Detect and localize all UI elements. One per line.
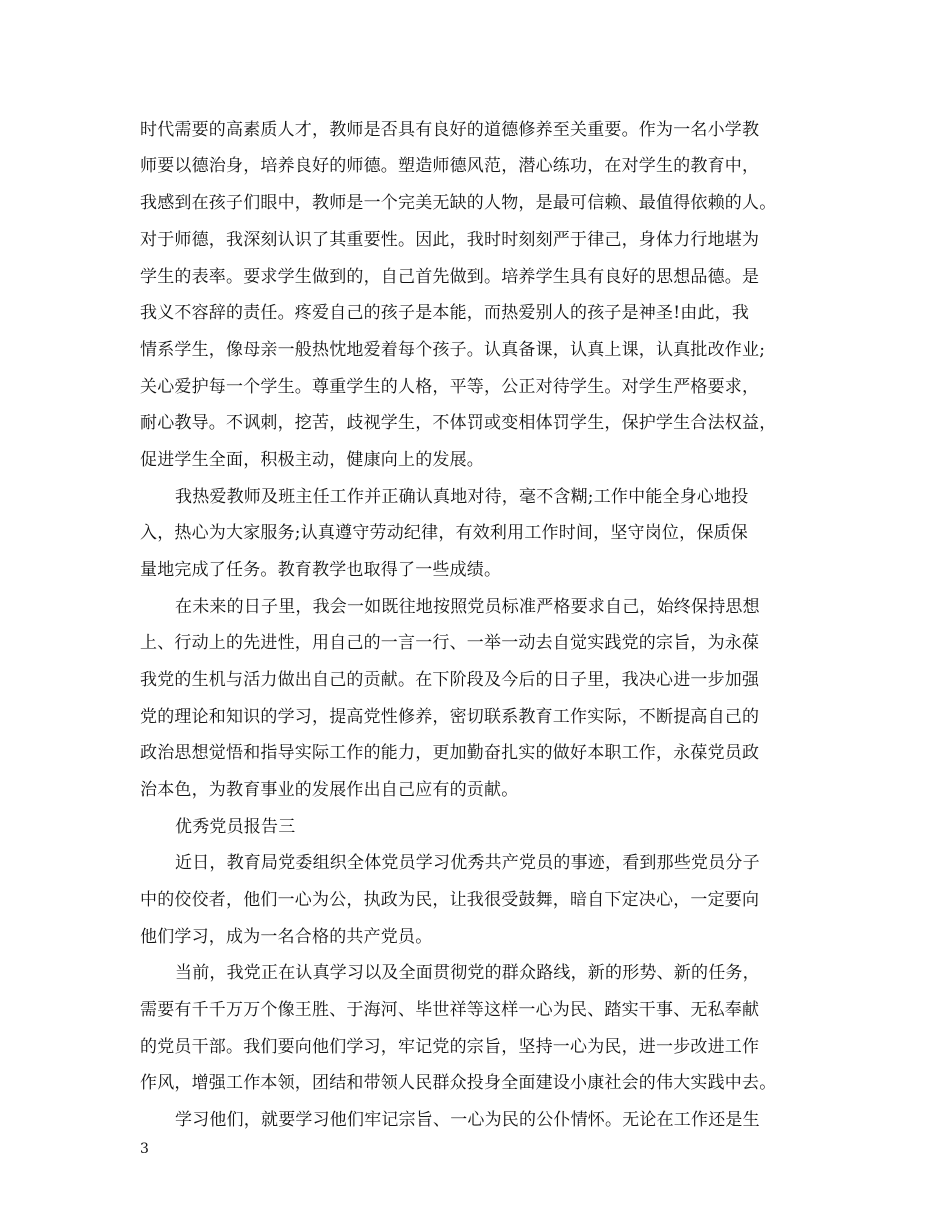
text-line: 中的佼佼者，他们一心为公，执政为民，让我很受鼓舞，暗自下定决心，一定要向 [140, 890, 760, 910]
text-line: 需要有千千万万个像王胜、于海河、毕世祥等这样一心为民、踏实干事、无私奉献 [140, 1000, 760, 1020]
text-line: 我感到在孩子们眼中，教师是一个完美无缺的人物，是最可信赖、最值得依赖的人。 [140, 193, 777, 213]
text-line: 关心爱护每一个学生。尊重学生的人格，平等，公正对待学生。对学生严格要求， [140, 377, 760, 397]
text-line: 学生的表率。要求学生做到的，自己首先做到。培养学生具有良好的思想品德。是 [140, 267, 760, 287]
text-line: 促进学生全面，积极主动，健康向上的发展。 [140, 450, 484, 470]
text-line: 入，热心为大家服务;认真遵守劳动纪律，有效利用工作时间，坚守岗位，保质保 [140, 523, 748, 543]
text-line: 我党的生机与活力做出自己的贡献。在下阶段及今后的日子里，我决心进一步加强 [140, 670, 760, 690]
text-line: 作风，增强工作本领，团结和带领人民群众投身全面建设小康社会的伟大实践中去。 [140, 1073, 777, 1093]
text-line: 政治思想觉悟和指导实际工作的能力，更加勤奋扎实的做好本职工作，永葆党员政 [140, 743, 760, 763]
text-line: 时代需要的高素质人才，教师是否具有良好的道德修养至关重要。作为一名小学教 [140, 120, 760, 140]
page-number: 3 [140, 1141, 149, 1157]
text-line: 耐心教导。不讽刺，挖苦，歧视学生，不体罚或变相体罚学生，保护学生合法权益， [140, 413, 777, 433]
text-line: 在未来的日子里，我会一如既往地按照党员标准严格要求自己，始终保持思想 [175, 597, 760, 617]
text-line: 当前，我党正在认真学习以及全面贯彻党的群众路线，新的形势、新的任务， [175, 963, 760, 983]
text-line: 的党员干部。我们要向他们学习，牢记党的宗旨，坚持一心为民，进一步改进工作 [140, 1037, 760, 1057]
text-line: 对于师德，我深刻认识了其重要性。因此，我时时刻刻严于律己，身体力行地堪为 [140, 230, 760, 250]
text-line: 他们学习，成为一名合格的共产党员。 [140, 927, 433, 947]
section-heading: 优秀党员报告三 [175, 817, 296, 837]
text-line: 我义不容辞的责任。疼爱自己的孩子是本能，而热爱别人的孩子是神圣!由此，我 [140, 303, 750, 323]
text-line: 上、行动上的先进性，用自己的一言一行、一举一动去自觉实践党的宗旨，为永葆 [140, 633, 760, 653]
text-line: 量地完成了任务。教育教学也取得了一些成绩。 [140, 560, 502, 580]
text-line: 师要以德治身，培养良好的师德。塑造师德风范，潜心练功，在对学生的教育中， [140, 156, 760, 176]
text-line: 近日，教育局党委组织全体党员学习优秀共产党员的事迹，看到那些党员分子 [175, 853, 760, 873]
text-line: 治本色，为教育事业的发展作出自己应有的贡献。 [140, 780, 519, 800]
text-line: 党的理论和知识的学习，提高党性修养，密切联系教育工作实际，不断提高自己的 [140, 707, 760, 727]
text-line: 学习他们，就要学习他们牢记宗旨、一心为民的公仆情怀。无论在工作还是生 [175, 1110, 760, 1130]
text-line: 情系学生，像母亲一般热忱地爱着每个孩子。认真备课，认真上课，认真批改作业; [140, 340, 766, 360]
text-line: 我热爱教师及班主任工作并正确认真地对待，毫不含糊;工作中能全身心地投 [175, 487, 749, 507]
